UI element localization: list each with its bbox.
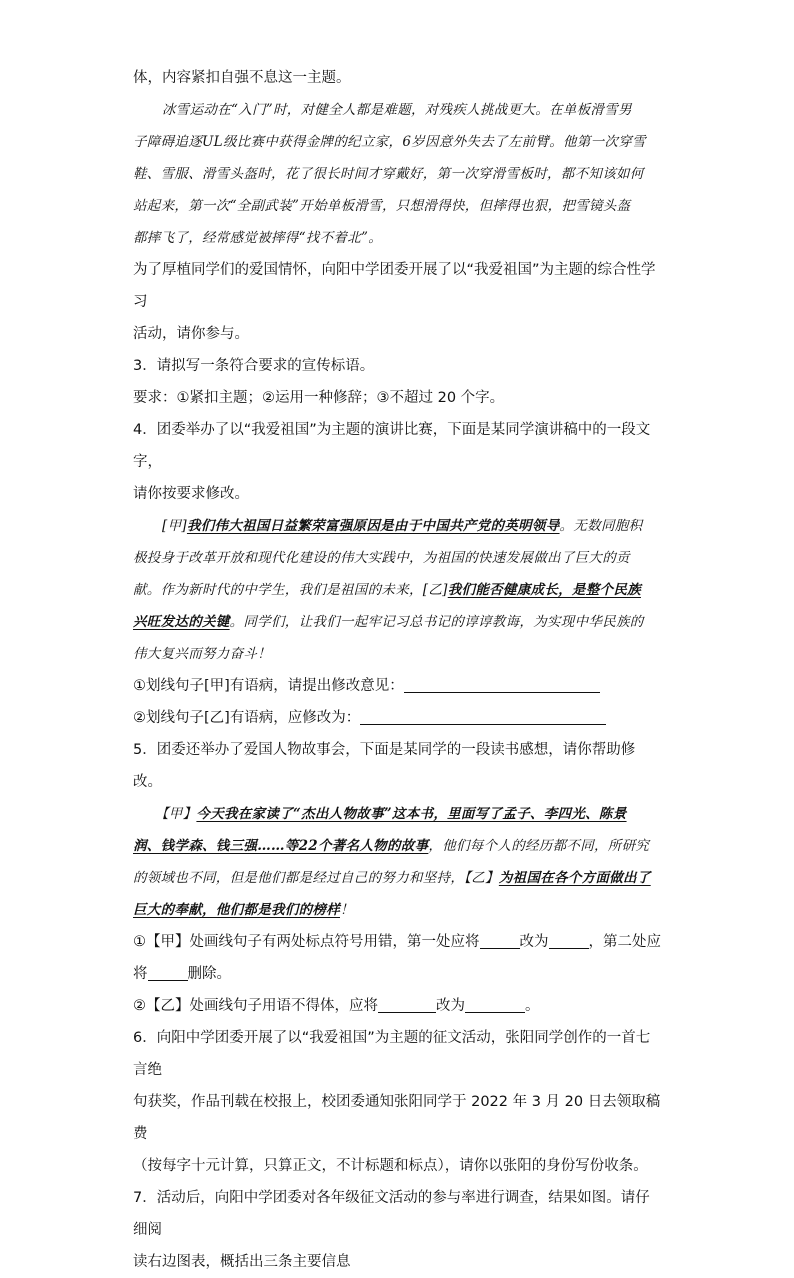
question-7-line: 7．活动后，向阳中学团委对各年级征文活动的参与率进行调查，结果如图。请仔细阅 xyxy=(133,1190,650,1238)
passage-line xyxy=(133,574,661,606)
answer-blank[interactable] xyxy=(480,931,520,949)
passage-text: 献。作为新时代的中学生，我们是祖国的未来，[乙] xyxy=(133,582,448,598)
passage-line xyxy=(133,862,661,894)
question-5-sub-2 xyxy=(133,990,661,1022)
passage-line xyxy=(133,606,661,638)
snowboard-passage xyxy=(133,94,661,254)
answer-blank[interactable] xyxy=(360,707,606,725)
passage-line: 冰雪运动在“入门”时，对健全人都是难题，对残疾人挑战更大。在单板滑雪男 xyxy=(162,102,632,118)
underlined-sentence-yi: 巨大的奉献，他们都是我们的榜样 xyxy=(133,902,340,918)
passage-line: 鞋、雪服、滑雪头盔时，花了很长时间才穿戴好，第一次穿滑雪板时，都不知该如何 xyxy=(133,166,644,182)
sub-text: 删除。 xyxy=(187,966,231,982)
intro-line: 体，内容紧扣自强不息这一主题。 xyxy=(133,70,351,86)
activity-intro-line: 活动，请你参与。 xyxy=(133,326,249,342)
sub-text: ②【乙】处画线句子用语不得体，应将 xyxy=(133,998,378,1014)
passage-line: 子障碍追逐UL级比赛中获得金牌的纪立家，6岁因意外失去了左前臂。他第一次穿雪 xyxy=(133,134,646,150)
question-3-requirement: 要求：①紧扣主题；②运用一种修辞；③不超过 20 个字。 xyxy=(133,390,505,406)
question-6-line: 6．向阳中学团委开展了以“我爱祖国”为主题的征文活动，张阳同学创作的一首七言绝 xyxy=(133,1030,651,1078)
underlined-sentence-jia: 润、钱学森、钱三强……等22个著名人物的故事 xyxy=(133,838,429,854)
document-content xyxy=(133,62,661,1278)
sub-text: ①【甲】处画线句子有两处标点符号用错，第一处应将 xyxy=(133,934,480,950)
question-4-sub-2 xyxy=(133,702,661,734)
sub-text: ，第二处应 xyxy=(588,934,661,950)
passage-text: ，他们每个人的经历都不同，所研究 xyxy=(428,838,650,854)
sub-text: 。 xyxy=(525,998,540,1014)
question-6-line: 句获奖，作品刊载在校报上，校团委通知张阳同学于 2022 年 3 月 20 日去领取稿费 xyxy=(133,1094,661,1142)
passage-line: 极投身于改革开放和现代化建设的伟大实践中，为祖国的快速发展做出了巨大的贡 xyxy=(133,550,630,566)
passage-text: ！ xyxy=(340,902,354,918)
answer-blank[interactable] xyxy=(148,963,188,981)
underlined-sentence-yi: 我们能否健康成长，是整个民族 xyxy=(447,582,641,598)
passage-text: 。同学们，让我们一起牢记习总书记的谆谆教诲，为实现中华民族的 xyxy=(229,614,644,630)
passage-line: 站起来，第一次“全副武装”开始单板滑雪，只想滑得快，但摔得也狠，把雪镜头盔 xyxy=(133,198,631,214)
passage-text: 的领域也不同，但是他们都是经过自己的努力和坚持，【乙】 xyxy=(133,870,499,886)
passage-line xyxy=(133,830,661,862)
sub-text: 改为 xyxy=(436,998,465,1014)
question-5-title: 5．团委还举办了爱国人物故事会，下面是某同学的一段读书感想，请你帮助修改。 xyxy=(133,742,636,790)
answer-blank[interactable] xyxy=(549,931,589,949)
passage-text: 。无数同胞积 xyxy=(559,518,643,534)
question-6-line: （按每字十元计算，只算正文，不计标题和标点），请你以张阳的身份写份收条。 xyxy=(133,1158,648,1174)
underlined-sentence-jia: 我们伟大祖国日益繁荣富强原因是由于中国共产党的英明领导 xyxy=(186,518,560,534)
passage-line xyxy=(133,510,661,542)
answer-blank[interactable] xyxy=(378,995,436,1013)
reading-passage xyxy=(133,798,661,926)
mark-jia: [甲] xyxy=(162,518,187,534)
sub-text: 将 xyxy=(133,966,148,982)
underlined-sentence-jia: 今天我在家读了“杰出人物故事”这本书，里面写了孟子、李四光、陈景 xyxy=(196,806,627,822)
passage-line xyxy=(133,894,661,926)
question-4-sub-1 xyxy=(133,670,661,702)
answer-blank[interactable] xyxy=(404,675,600,693)
underlined-sentence-yi: 兴旺发达的关键 xyxy=(133,614,230,630)
answer-blank[interactable] xyxy=(465,995,525,1013)
passage-line: 伟大复兴而努力奋斗！ xyxy=(133,646,271,662)
mark-jia: 【甲】 xyxy=(155,806,197,822)
question-7-line: 读右边图表，概括出三条主要信息 xyxy=(133,1254,351,1270)
sub-text: ①划线句子[甲]有语病，请提出修改意见： xyxy=(133,678,404,694)
question-4-title: 请你按要求修改。 xyxy=(133,486,249,502)
activity-intro-line: 为了厚植同学们的爱国情怀，向阳中学团委开展了以“我爱祖国”为主题的综合性学习 xyxy=(133,262,656,310)
passage-line xyxy=(133,798,661,830)
question-4-title: 4．团委举办了以“我爱祖国”为主题的演讲比赛，下面是某同学演讲稿中的一段文字， xyxy=(133,422,651,470)
question-5-sub-1 xyxy=(133,926,661,958)
question-3-title: 3．请拟写一条符合要求的宣传标语。 xyxy=(133,358,375,374)
underlined-sentence-yi: 为祖国在各个方面做出了 xyxy=(498,870,651,886)
sub-text: 改为 xyxy=(519,934,549,950)
speech-passage xyxy=(133,510,661,670)
sub-text: ②划线句子[乙]有语病，应修改为： xyxy=(133,710,361,726)
passage-line: 都摔飞了，经常感觉被摔得“找不着北”。 xyxy=(133,230,383,246)
question-5-sub-1-cont xyxy=(133,958,661,990)
